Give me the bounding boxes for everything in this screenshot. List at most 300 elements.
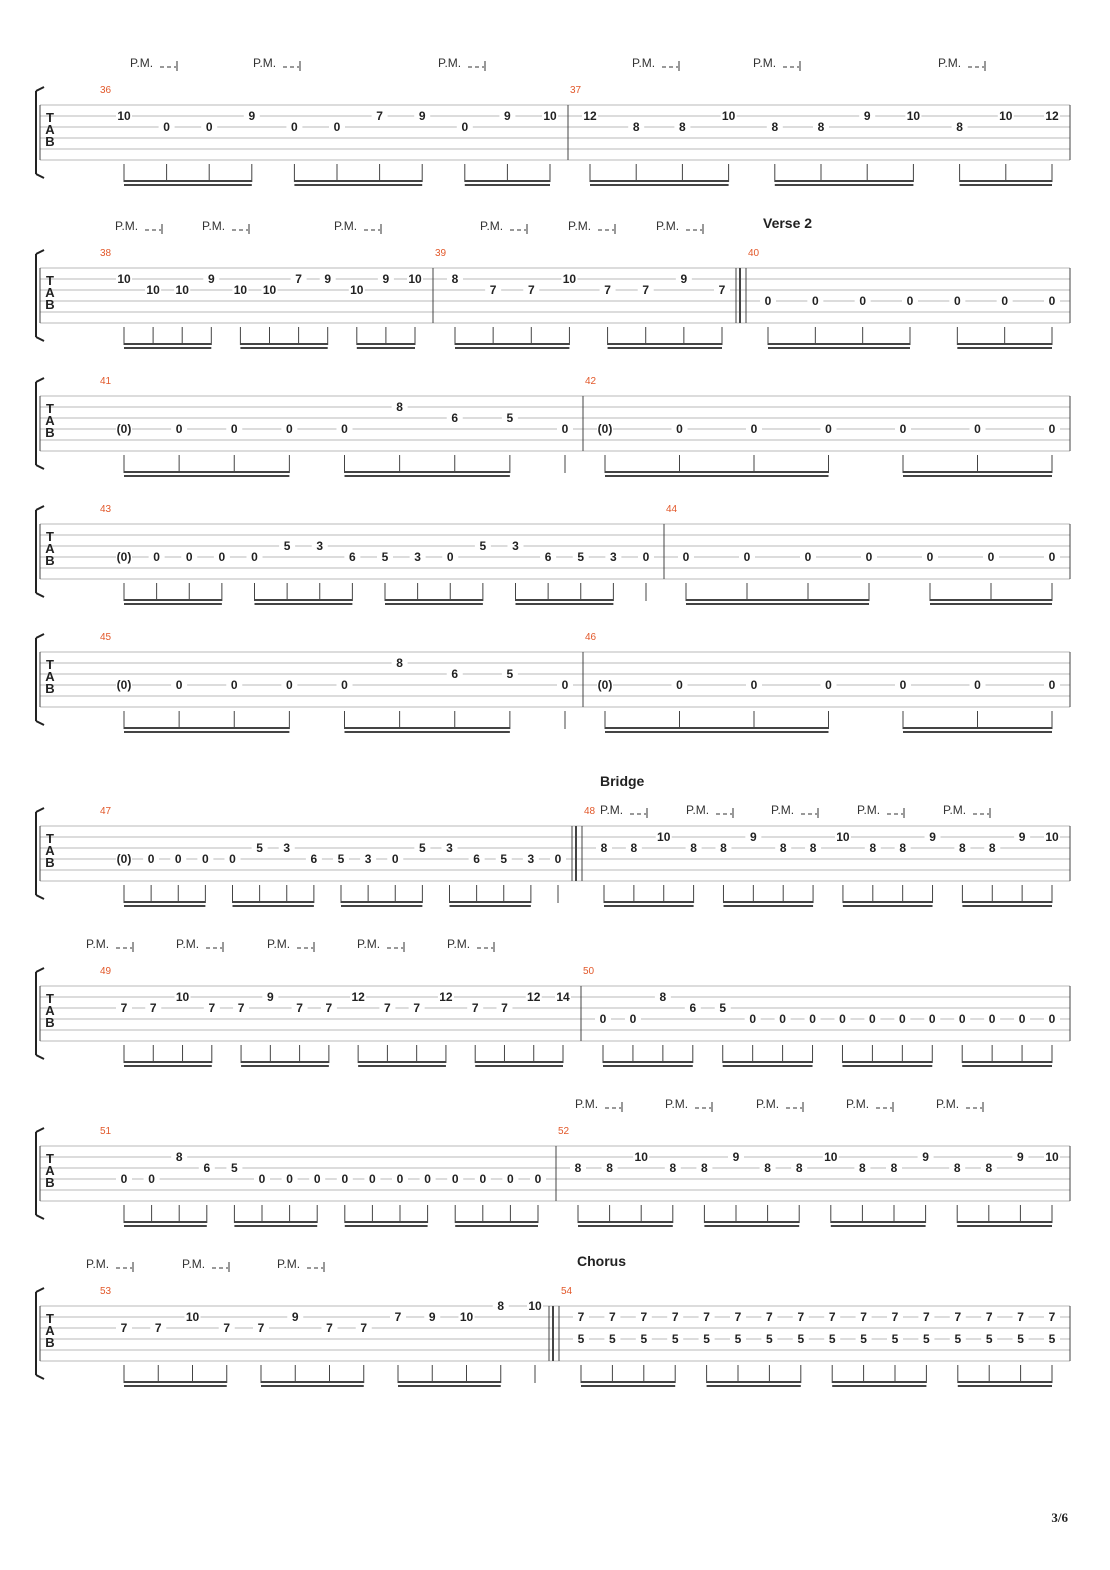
fret-number: 6 — [349, 550, 356, 564]
fret-number: 0 — [218, 550, 226, 564]
fret-number: 0 — [926, 550, 934, 564]
fret-number: 5 — [506, 411, 514, 425]
palm-mute-label: P.M. — [846, 1097, 870, 1111]
tab-clef-letter: B — [45, 1015, 55, 1030]
system-bracket-cap — [36, 721, 44, 725]
fret-number: 0 — [1048, 678, 1056, 692]
section-title: Bridge — [600, 773, 645, 789]
fret-number: 0 — [175, 678, 183, 692]
fret-number: 10 — [233, 283, 248, 297]
measure-number: 41 — [100, 376, 112, 387]
tab-clef-letter: T — [46, 831, 54, 846]
system-bracket-cap — [36, 1288, 44, 1292]
fret-number: 9 — [266, 990, 274, 1004]
fret-number: 8 — [899, 841, 907, 855]
system-bracket-cap — [36, 895, 44, 899]
palm-mute-label: P.M. — [656, 219, 680, 233]
fret-number: 9 — [207, 272, 215, 286]
fret-number: 0 — [869, 1012, 876, 1026]
fret-number: 0 — [1048, 1012, 1056, 1026]
fret-number: 8 — [779, 841, 787, 855]
fret-number: 0 — [291, 120, 298, 134]
fret-number: 5 — [703, 1332, 710, 1346]
fret-number: 0 — [898, 1012, 906, 1026]
fret-number: 5 — [500, 852, 508, 866]
fret-number: 5 — [337, 852, 345, 866]
fret-number: 0 — [205, 120, 213, 134]
fret-number: 7 — [703, 1310, 710, 1324]
fret-number: 0 — [230, 422, 238, 436]
fret-number: 6 — [310, 852, 318, 866]
palm-mute-label: P.M. — [438, 56, 462, 70]
fret-number: 12 — [351, 990, 365, 1004]
fret-number: (0) — [597, 678, 613, 692]
fret-number: 9 — [324, 272, 332, 286]
tab-clef-letter: T — [46, 110, 54, 125]
fret-number: 7 — [413, 1001, 421, 1015]
fret-number: 8 — [497, 1299, 505, 1313]
fret-number: 0 — [764, 294, 772, 308]
palm-mute-label: P.M. — [686, 803, 710, 817]
tab-clef-letter: A — [45, 1163, 55, 1178]
tab-clef-letter: A — [45, 285, 55, 300]
fret-number: 7 — [734, 1310, 742, 1324]
fret-number: 8 — [859, 1161, 866, 1175]
fret-number: 8 — [396, 656, 403, 670]
fret-number: 9 — [428, 1310, 436, 1324]
fret-number: 5 — [954, 1332, 962, 1346]
tab-clef-letter: B — [45, 553, 55, 568]
fret-number: 10 — [459, 1310, 474, 1324]
fret-number: 0 — [804, 550, 812, 564]
tab-clef-letter: T — [46, 991, 54, 1006]
fret-number: 0 — [1048, 550, 1056, 564]
palm-mute-label: P.M. — [115, 219, 139, 233]
fret-number: 7 — [501, 1001, 508, 1015]
fret-number: 8 — [956, 120, 963, 134]
fret-number: 0 — [958, 1012, 966, 1026]
fret-number: 5 — [640, 1332, 648, 1346]
fret-number: 0 — [163, 120, 170, 134]
fret-number: 7 — [154, 1321, 162, 1335]
system-bracket-cap — [36, 87, 44, 91]
fret-number: 9 — [1017, 1150, 1024, 1164]
palm-mute-label: P.M. — [202, 219, 226, 233]
palm-mute-label: P.M. — [480, 219, 504, 233]
fret-number: 8 — [690, 841, 697, 855]
palm-mute-label: P.M. — [943, 803, 967, 817]
tab-clef-letter: B — [45, 425, 55, 440]
section-title: Verse 2 — [763, 215, 813, 231]
fret-number: 7 — [891, 1310, 899, 1324]
fret-number: 0 — [906, 294, 914, 308]
fret-number: 12 — [527, 990, 541, 1004]
palm-mute-label: P.M. — [600, 803, 624, 817]
fret-number: 14 — [556, 990, 570, 1004]
measure-number: 42 — [585, 376, 597, 387]
fret-number: 0 — [750, 422, 758, 436]
fret-number: 0 — [446, 550, 454, 564]
fret-number: 8 — [175, 1150, 183, 1164]
fret-number: 7 — [642, 283, 650, 297]
system-bracket-cap — [36, 1215, 44, 1219]
fret-number: 7 — [766, 1310, 773, 1324]
fret-number: 10 — [543, 109, 557, 123]
tab-system — [36, 376, 1070, 476]
fret-number: 7 — [149, 1001, 157, 1015]
fret-number: 5 — [231, 1161, 238, 1175]
fret-number: 10 — [657, 830, 671, 844]
system-bracket-cap — [36, 808, 44, 812]
measure-number: 43 — [100, 504, 112, 515]
fret-number: 8 — [396, 400, 403, 414]
tab-clef-letter: A — [45, 1003, 55, 1018]
fret-number: 0 — [865, 550, 873, 564]
fret-number: 6 — [473, 852, 480, 866]
fret-number: 12 — [439, 990, 453, 1004]
fret-number: 0 — [391, 852, 399, 866]
fret-number: 10 — [528, 1299, 542, 1313]
fret-number: 0 — [682, 550, 690, 564]
fret-number: 0 — [811, 294, 819, 308]
measure-number: 44 — [666, 504, 678, 515]
fret-number: 0 — [987, 550, 995, 564]
fret-number: 5 — [891, 1332, 899, 1346]
palm-mute-label: P.M. — [182, 1257, 206, 1271]
fret-number: 0 — [1048, 422, 1056, 436]
fret-number: 7 — [489, 283, 497, 297]
fret-number: 6 — [451, 667, 459, 681]
system-bracket-cap — [36, 1055, 44, 1059]
fret-number: 0 — [369, 1172, 376, 1186]
fret-number: 7 — [1048, 1310, 1056, 1324]
palm-mute-label: P.M. — [277, 1257, 301, 1271]
fret-number: 7 — [797, 1310, 805, 1324]
fret-number: 7 — [326, 1321, 333, 1335]
tab-system — [36, 937, 1070, 1066]
fret-number: (0) — [597, 422, 613, 436]
fret-number: 0 — [451, 1172, 459, 1186]
fret-number: 0 — [825, 678, 832, 692]
fret-number: 5 — [860, 1332, 867, 1346]
system-bracket-cap — [36, 506, 44, 510]
measure-number: 51 — [100, 1126, 112, 1137]
system-bracket-cap — [36, 174, 44, 178]
fret-number: 9 — [863, 109, 871, 123]
fret-number: 0 — [251, 550, 258, 564]
page-number: 3/6 — [1051, 1510, 1068, 1525]
fret-number: 7 — [671, 1310, 679, 1324]
fret-number: 0 — [779, 1012, 786, 1026]
fret-number: 7 — [360, 1321, 368, 1335]
fret-number: 0 — [988, 1012, 996, 1026]
palm-mute-label: P.M. — [267, 937, 291, 951]
fret-number: 7 — [237, 1001, 245, 1015]
fret-number: 0 — [396, 1172, 404, 1186]
fret-number: 10 — [999, 109, 1013, 123]
fret-number: 0 — [749, 1012, 757, 1026]
tab-system — [36, 215, 1070, 348]
fret-number: 12 — [583, 109, 597, 123]
fret-number: 5 — [1017, 1332, 1024, 1346]
tab-system — [36, 632, 1070, 732]
fret-number: 8 — [574, 1161, 582, 1175]
measure-number: 36 — [100, 85, 112, 96]
fret-number: 5 — [577, 1332, 585, 1346]
tab-clef-letter: B — [45, 134, 55, 149]
system-bracket-cap — [36, 250, 44, 254]
fret-number: 7 — [577, 1310, 585, 1324]
fret-number: 9 — [732, 1150, 740, 1164]
measure-number: 39 — [435, 248, 447, 259]
fret-number: 10 — [906, 109, 921, 123]
fret-number: 8 — [669, 1161, 677, 1175]
fret-number: 0 — [461, 120, 469, 134]
fret-number: 5 — [828, 1332, 836, 1346]
fret-number: 8 — [679, 120, 686, 134]
fret-number: 8 — [659, 990, 667, 1004]
fret-number: (0) — [116, 422, 132, 436]
palm-mute-label: P.M. — [753, 56, 777, 70]
palm-mute-label: P.M. — [447, 937, 471, 951]
fret-number: 0 — [676, 678, 683, 692]
tab-system — [36, 504, 1070, 604]
system-bracket-cap — [36, 634, 44, 638]
fret-number: 8 — [632, 120, 640, 134]
fret-number: 8 — [985, 1161, 993, 1175]
fret-number: 8 — [869, 841, 877, 855]
fret-number: 9 — [248, 109, 256, 123]
fret-number: 8 — [817, 120, 825, 134]
palm-mute-label: P.M. — [568, 219, 592, 233]
tab-clef-letter: T — [46, 657, 54, 672]
fret-number: 5 — [985, 1332, 993, 1346]
fret-number: 7 — [640, 1310, 648, 1324]
measure-number: 37 — [570, 85, 582, 96]
tab-clef-letter: B — [45, 1335, 55, 1350]
measure-number: 52 — [558, 1126, 570, 1137]
fret-number: 8 — [890, 1161, 898, 1175]
fret-number: 0 — [809, 1012, 816, 1026]
fret-number: 5 — [797, 1332, 805, 1346]
measure-number: 40 — [748, 248, 760, 259]
fret-number: 0 — [974, 678, 981, 692]
section-title: Chorus — [577, 1253, 626, 1269]
fret-number: (0) — [116, 852, 132, 866]
fret-number: 8 — [809, 841, 817, 855]
fret-number: 7 — [120, 1321, 128, 1335]
fret-number: 0 — [899, 422, 907, 436]
fret-number: 0 — [313, 1172, 321, 1186]
fret-number: 0 — [286, 678, 293, 692]
fret-number: 7 — [208, 1001, 216, 1015]
fret-number: 0 — [286, 422, 293, 436]
fret-number: 8 — [959, 841, 966, 855]
fret-number: 0 — [928, 1012, 936, 1026]
fret-number: 10 — [262, 283, 277, 297]
tab-clef-letter: B — [45, 297, 55, 312]
fret-number: 5 — [577, 550, 585, 564]
system-bracket-cap — [36, 1128, 44, 1132]
fret-number: 0 — [258, 1172, 266, 1186]
fret-number: 6 — [203, 1161, 211, 1175]
fret-number: 7 — [1017, 1310, 1024, 1324]
fret-number: 8 — [988, 841, 996, 855]
fret-number: 7 — [860, 1310, 867, 1324]
tab-clef-letter: B — [45, 681, 55, 696]
fret-number: 9 — [680, 272, 688, 286]
fret-number: 3 — [414, 550, 421, 564]
fret-number: 0 — [229, 852, 236, 866]
fret-number: 7 — [325, 1001, 333, 1015]
fret-number: 8 — [451, 272, 459, 286]
fret-number: 6 — [544, 550, 552, 564]
fret-number: 3 — [364, 852, 372, 866]
fret-number: 5 — [1048, 1332, 1056, 1346]
fret-number: 5 — [671, 1332, 679, 1346]
system-bracket-cap — [36, 337, 44, 341]
tab-clef-letter: T — [46, 273, 54, 288]
fret-number: 0 — [333, 120, 341, 134]
fret-number: 10 — [175, 990, 190, 1004]
tab-clef-letter: A — [45, 669, 55, 684]
fret-number: 7 — [985, 1310, 993, 1324]
fret-number: 10 — [185, 1310, 200, 1324]
fret-number: 6 — [451, 411, 459, 425]
fret-number: 0 — [479, 1172, 487, 1186]
fret-number: 10 — [562, 272, 577, 286]
fret-number: 5 — [923, 1332, 930, 1346]
fret-number: 6 — [689, 1001, 697, 1015]
fret-number: 0 — [599, 1012, 607, 1026]
fret-number: 10 — [1045, 830, 1059, 844]
fret-number: 0 — [561, 422, 569, 436]
fret-number: 0 — [230, 678, 238, 692]
fret-number: 0 — [750, 678, 758, 692]
fret-number: 7 — [604, 283, 611, 297]
fret-number: 0 — [185, 550, 193, 564]
tab-clef-letter: T — [46, 401, 54, 416]
fret-number: 0 — [953, 294, 961, 308]
fret-number: 9 — [749, 830, 757, 844]
fret-number: 9 — [291, 1310, 299, 1324]
fret-number: 5 — [381, 550, 389, 564]
fret-number: 3 — [446, 841, 453, 855]
fret-number: 0 — [202, 852, 209, 866]
fret-number: 0 — [507, 1172, 514, 1186]
fret-number: 7 — [376, 109, 383, 123]
fret-number: 0 — [974, 422, 981, 436]
fret-number: 5 — [766, 1332, 773, 1346]
measure-number: 49 — [100, 966, 112, 977]
fret-number: 9 — [382, 272, 390, 286]
fret-number: 10 — [117, 272, 131, 286]
fret-number: 9 — [922, 1150, 929, 1164]
tab-clef-letter: A — [45, 122, 55, 137]
fret-number: 8 — [606, 1161, 613, 1175]
palm-mute-label: P.M. — [665, 1097, 689, 1111]
tab-clef-letter: A — [45, 843, 55, 858]
tab-clef-letter: T — [46, 1151, 54, 1166]
fret-number: 7 — [394, 1310, 402, 1324]
fret-number: 7 — [120, 1001, 128, 1015]
system-bracket-cap — [36, 378, 44, 382]
fret-number: 7 — [718, 283, 726, 297]
fret-number: 7 — [923, 1310, 930, 1324]
fret-number: 0 — [825, 422, 832, 436]
fret-number: 10 — [146, 283, 160, 297]
fret-number: 0 — [153, 550, 160, 564]
fret-number: 0 — [1048, 294, 1056, 308]
fret-number: 9 — [504, 109, 511, 123]
fret-number: 5 — [719, 1001, 727, 1015]
fret-number: 3 — [316, 539, 324, 553]
system-bracket-cap — [36, 968, 44, 972]
fret-number: (0) — [116, 678, 132, 692]
fret-number: 9 — [1018, 830, 1026, 844]
fret-number: 7 — [954, 1310, 962, 1324]
palm-mute-label: P.M. — [253, 56, 277, 70]
palm-mute-label: P.M. — [756, 1097, 780, 1111]
fret-number: 7 — [471, 1001, 479, 1015]
fret-number: 3 — [512, 539, 519, 553]
tab-system — [36, 56, 1070, 185]
fret-number: 5 — [506, 667, 514, 681]
fret-number: 7 — [384, 1001, 391, 1015]
fret-number: 9 — [929, 830, 936, 844]
fret-number: 8 — [771, 120, 779, 134]
fret-number: 0 — [341, 678, 348, 692]
fret-number: 7 — [828, 1310, 836, 1324]
fret-number: 8 — [953, 1161, 961, 1175]
fret-number: 0 — [147, 852, 155, 866]
palm-mute-label: P.M. — [771, 803, 795, 817]
fret-number: 8 — [795, 1161, 803, 1175]
measure-number: 54 — [561, 1286, 573, 1297]
fret-number: 5 — [419, 841, 426, 855]
fret-number: 10 — [721, 109, 736, 123]
measure-number: 53 — [100, 1286, 112, 1297]
fret-number: 7 — [295, 272, 302, 286]
fret-number: 10 — [175, 283, 189, 297]
fret-number: 0 — [175, 422, 183, 436]
palm-mute-label: P.M. — [86, 1257, 110, 1271]
palm-mute-label: P.M. — [575, 1097, 599, 1111]
fret-number: 5 — [256, 841, 263, 855]
fret-number: 0 — [554, 852, 562, 866]
fret-number: 0 — [743, 550, 751, 564]
fret-number: 0 — [839, 1012, 846, 1026]
palm-mute-label: P.M. — [632, 56, 656, 70]
fret-number: 3 — [610, 550, 617, 564]
fret-number: 5 — [283, 539, 291, 553]
fret-number: 9 — [418, 109, 426, 123]
fret-number: 12 — [1045, 109, 1059, 123]
fret-number: 7 — [609, 1310, 616, 1324]
fret-number: 8 — [630, 841, 638, 855]
fret-number: 0 — [1001, 294, 1009, 308]
fret-number: 10 — [1045, 1150, 1059, 1164]
tab-clef-letter: T — [46, 1311, 54, 1326]
palm-mute-label: P.M. — [357, 937, 381, 951]
fret-number: 0 — [561, 678, 569, 692]
fret-number: 0 — [120, 1172, 128, 1186]
tab-system — [36, 773, 1070, 906]
measure-number: 47 — [100, 806, 112, 817]
fret-number: 0 — [174, 852, 182, 866]
fret-number: 7 — [223, 1321, 231, 1335]
fret-number: 10 — [408, 272, 422, 286]
